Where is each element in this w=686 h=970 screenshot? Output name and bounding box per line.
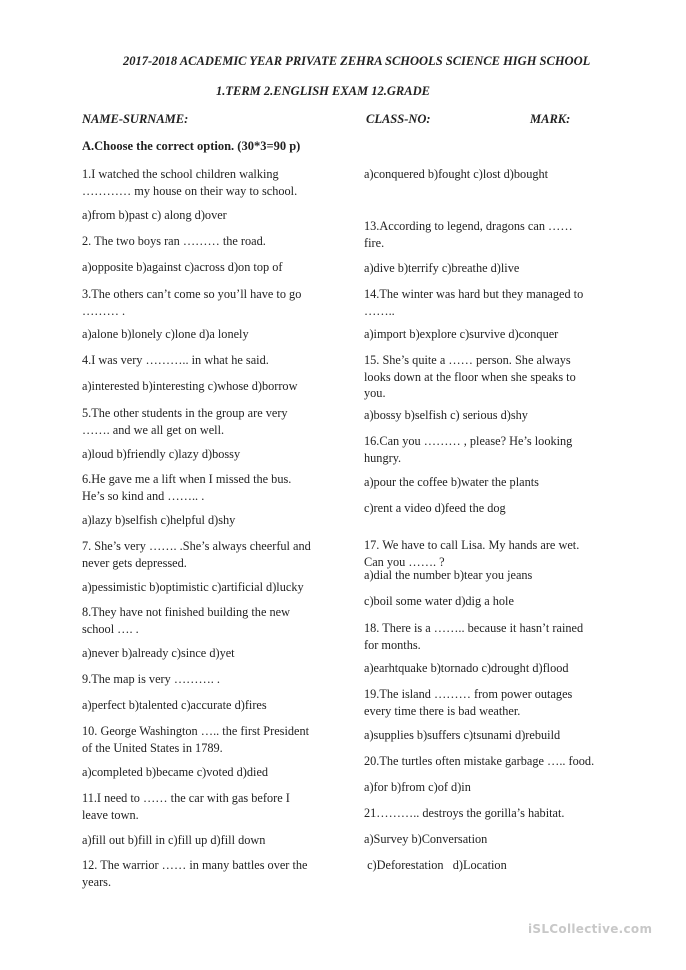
options-21a: a)Survey b)Conversation <box>364 832 488 846</box>
question-1: 1.I watched the school children walking ………… my house on their way to school. <box>82 167 298 198</box>
question-10: 10. George Washington ….. the first President of the United States in 1789. <box>82 724 310 755</box>
options-9: a)perfect b)talented c)accurate d)fires <box>82 698 267 712</box>
options-6: a)lazy b)selfish c)helpful d)shy <box>82 513 236 527</box>
section-heading: A.Choose the correct option. (30*3=90 p) <box>82 139 301 153</box>
options-12: a)conquered b)fought c)lost d)bought <box>364 167 549 181</box>
options-13: a)dive b)terrify c)breathe d)live <box>364 261 520 275</box>
options-11: a)fill out b)fill in c)fill up d)fill down <box>82 833 266 847</box>
question-20: 20.The turtles often mistake garbage ….. food. <box>364 754 595 768</box>
options-2: a)opposite b)against c)across d)on top of <box>82 260 283 274</box>
options-16a: a)pour the coffee b)water the plants <box>364 475 539 489</box>
question-14: 14.The winter was hard but they managed to …….. <box>364 287 584 318</box>
options-21b: c)Deforestation d)Location <box>364 858 507 872</box>
options-16b: c)rent a video d)feed the dog <box>364 501 506 515</box>
question-16: 16.Can you ……… , please? He’s looking hungry. <box>364 434 573 465</box>
question-5: 5.The other students in the group are very ……. and we all get on well. <box>82 406 288 437</box>
question-21: 21……….. destroys the gorilla’s habitat. <box>364 806 565 820</box>
question-2: 2. The two boys ran ……… the road. <box>82 234 266 248</box>
options-14: a)import b)explore c)survive d)conquer <box>364 327 559 341</box>
question-9: 9.The map is very ………. . <box>82 672 220 686</box>
school-title: 2017-2018 ACADEMIC YEAR PRIVATE ZEHRA SCHOOLS SCIENCE HIGH SCHOOL <box>123 54 591 68</box>
options-8: a)never b)already c)since d)yet <box>82 646 235 660</box>
options-1: a)from b)past c) along d)over <box>82 208 227 222</box>
class-no-label: CLASS-NO: <box>366 112 431 126</box>
question-4: 4.I was very ……….. in what he said. <box>82 353 269 367</box>
question-19: 19.The island ……… from power outages every time there is bad weather. <box>364 687 573 718</box>
question-6: 6.He gave me a lift when I missed the bus. He’s so kind and …….. . <box>82 472 292 503</box>
options-17b: c)boil some water d)dig a hole <box>364 594 514 608</box>
options-5: a)loud b)friendly c)lazy d)bossy <box>82 447 241 461</box>
options-15: a)bossy b)selfish c) serious d)shy <box>364 408 528 422</box>
watermark: iSLCollective.com <box>528 922 653 936</box>
options-18: a)earhtquake b)tornado c)drought d)flood <box>364 661 569 675</box>
question-8: 8.They have not finished building the new school …. . <box>82 605 290 636</box>
question-7: 7. She’s very ……. .She’s always cheerful and never gets depressed. <box>82 539 311 570</box>
options-7: a)pessimistic b)optimistic c)artificial d)lucky <box>82 580 304 594</box>
question-3: 3.The others can’t come so you’ll have to go ……… . <box>82 287 302 318</box>
question-11: 11.I need to …… the car with gas before I leave town. <box>82 791 290 822</box>
question-13: 13.According to legend, dragons can …… fire. <box>364 219 573 250</box>
options-10: a)completed b)became c)voted d)died <box>82 765 269 779</box>
name-surname-label: NAME-SURNAME: <box>82 112 189 126</box>
question-12: 12. The warrior …… in many battles over the years. <box>82 858 308 889</box>
options-20: a)for b)from c)of d)in <box>364 780 471 794</box>
options-4: a)interested b)interesting c)whose d)borrow <box>82 379 298 393</box>
question-17: 17. We have to call Lisa. My hands are wet. Can you ……. ? <box>364 538 580 569</box>
question-15: 15. She’s quite a …… person. She always looks down at the floor when she speaks to you. <box>364 353 576 400</box>
options-19: a)supplies b)suffers c)tsunami d)rebuild <box>364 728 561 742</box>
exam-title: 1.TERM 2.ENGLISH EXAM 12.GRADE <box>216 84 430 98</box>
question-18: 18. There is a …….. because it hasn’t rained for months. <box>364 621 584 652</box>
options-17a: a)dial the number b)tear you jeans <box>364 568 533 582</box>
mark-label: MARK: <box>530 112 571 126</box>
options-3: a)alone b)lonely c)lone d)a lonely <box>82 327 249 341</box>
